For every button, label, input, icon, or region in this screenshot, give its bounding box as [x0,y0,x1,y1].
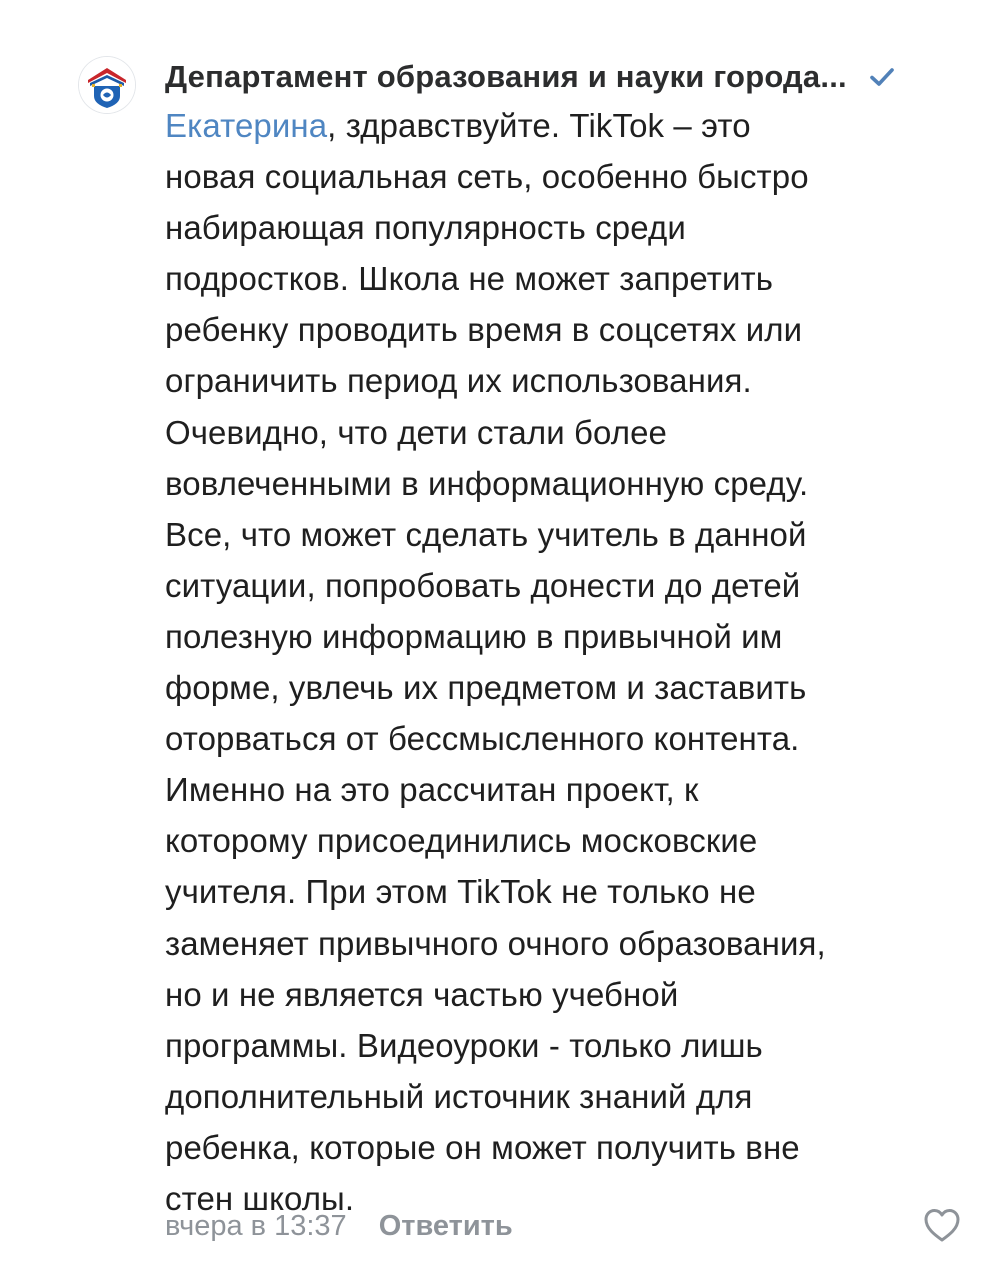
comment-text [165,100,955,1224]
reply-button[interactable]: Ответить [378,1209,513,1242]
timestamp: вчера в 13:37 [165,1209,347,1242]
avatar[interactable] [78,56,136,114]
department-logo-icon [78,56,136,114]
like-button[interactable] [921,1205,963,1245]
verified-check-icon [867,62,897,92]
heart-icon [921,1205,963,1245]
comment-header [165,56,965,98]
comment-body: , здравствуйте. TikTok – это новая социальная сеть, особенно быстро набирающая популярность среди подростков. Школа не может запретить ребенку проводить время в соцсетях или ограничить период их использования. Очевидно, что дети стали более вовлеченными в информационную среду. Все, что может сделать учитель в данной ситуации, попробовать донести до детей полезную информацию в привычной им форме, увлечь их предметом и заставить оторваться от бессмысленного контента. Именно на это рассчитан проект, к которому присоединились московские учителя. При этом TikTok не только не заменяет привычного очного образования, но и не является частью учебной программы. Видеоуроки - только лишь дополнительный источник знаний для ребенка, которые он может получить вне стен школы. [165,107,826,1217]
author-name[interactable]: Департамент образования и науки города... [165,59,847,94]
mention-link[interactable]: Екатерина [165,107,328,144]
comment-footer [165,1203,965,1249]
